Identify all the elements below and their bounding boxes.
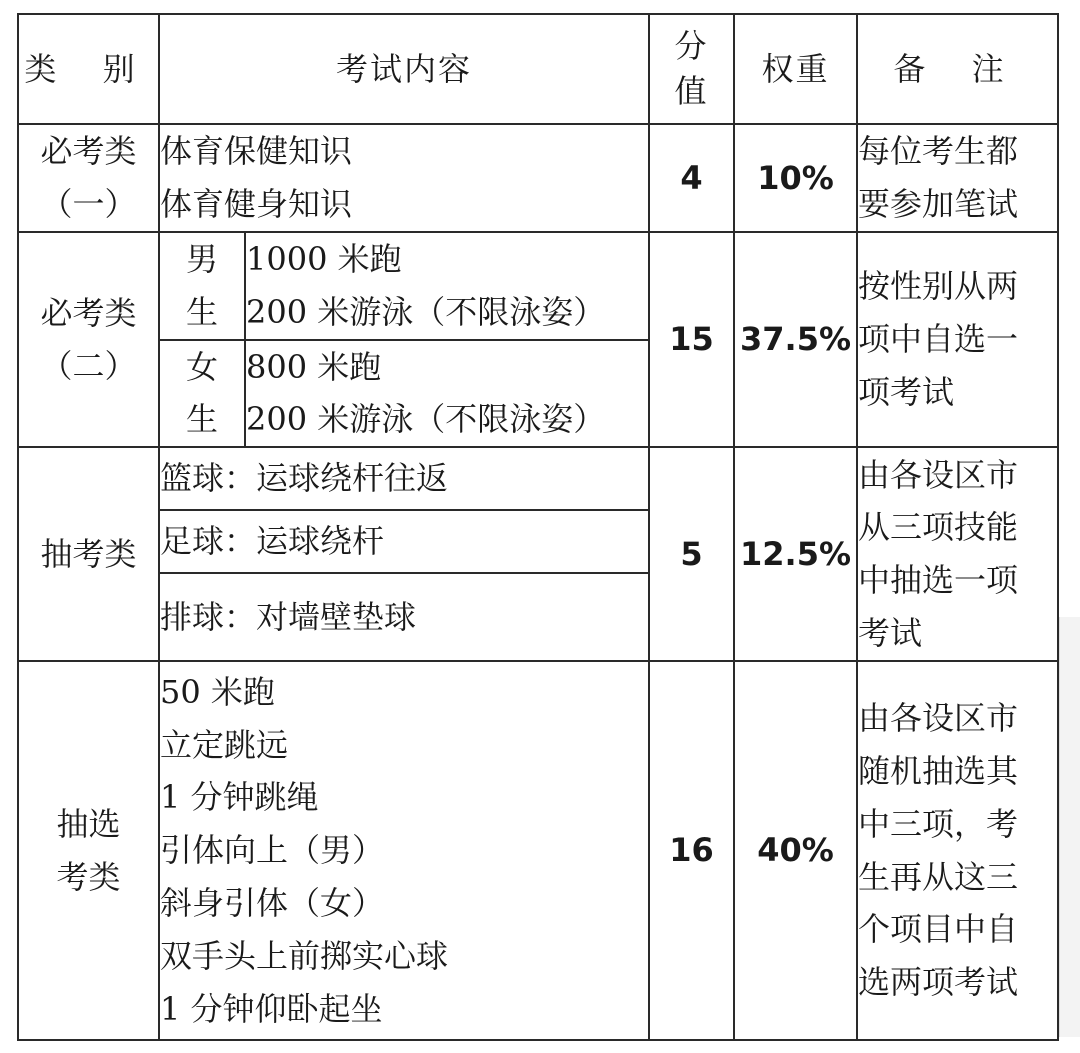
male-item-run: 1000 米跑	[246, 240, 402, 278]
row4-item-5: 斜身引体（女）	[160, 884, 385, 923]
row3-notes	[857, 447, 1058, 661]
row3-item-volleyball: 排球：对墙壁垫球	[159, 573, 649, 661]
row2-notes-line2: 项中自选一	[858, 320, 1019, 359]
female-label-line1: 女	[185, 347, 218, 386]
row2-notes-line1: 按性别从两	[858, 267, 1019, 306]
row4-content	[159, 661, 649, 1040]
row3-score: 5	[649, 447, 734, 661]
row1-category-line1: 必考类	[40, 132, 137, 171]
header-score-bottom: 值	[674, 72, 709, 110]
row4-item-4: 引体向上（男）	[160, 831, 385, 870]
header-notes: 备 注	[857, 14, 1058, 124]
row4-notes-line5: 个项目中自	[858, 910, 1019, 949]
exam-table	[17, 13, 1059, 1041]
row4-item-1: 50 米跑	[160, 672, 275, 711]
header-weight: 权重	[734, 14, 857, 124]
row1-weight: 10%	[734, 124, 857, 232]
row4-weight: 40%	[734, 661, 857, 1040]
female-label-line2: 生	[185, 400, 218, 439]
female-item-swim: 200 米游泳（不限泳姿）	[246, 400, 606, 439]
row1-notes-line2: 要参加笔试	[858, 185, 1019, 223]
row4-notes-line2: 随机抽选其	[858, 752, 1019, 791]
row3-item-football: 足球：运球绕杆	[159, 510, 649, 573]
row2-score: 15	[649, 232, 734, 447]
row4-notes-line1: 由各设区市	[858, 699, 1019, 738]
row2-category-line1: 必考类	[40, 293, 137, 332]
table-row	[18, 232, 1058, 340]
row4-category	[18, 661, 159, 1040]
row1-content-line1: 体育保健知识	[160, 132, 353, 171]
female-label	[159, 340, 245, 448]
row3-notes-line3: 中抽选一项	[858, 561, 1019, 600]
header-category: 类 别	[18, 14, 159, 124]
row1-notes	[857, 124, 1058, 232]
female-item-run: 800 米跑	[246, 347, 382, 386]
row3-notes-line4: 考试	[858, 613, 923, 652]
row1-content	[159, 124, 649, 232]
row4-item-3: 1 分钟跳绳	[160, 778, 319, 817]
male-label-line2: 生	[185, 292, 218, 331]
header-row	[18, 14, 1058, 124]
row4-item-7: 1 分钟仰卧起坐	[160, 989, 383, 1028]
row2-category-line2: （二）	[40, 346, 137, 385]
male-items	[245, 232, 649, 340]
row3-notes-line1: 由各设区市	[858, 455, 1019, 494]
table-row	[18, 447, 1058, 510]
row3-category: 抽考类	[18, 447, 159, 661]
row3-item-basketball: 篮球：运球绕杆往返	[159, 447, 649, 510]
row2-category	[18, 232, 159, 447]
header-content: 考试内容	[159, 14, 649, 124]
row1-category	[18, 124, 159, 232]
row4-category-line1: 抽选	[56, 804, 121, 843]
row1-score: 4	[649, 124, 734, 232]
table-row	[18, 124, 1058, 232]
header-score-top: 分	[674, 27, 709, 66]
row1-content-line2: 体育健身知识	[160, 185, 353, 223]
row4-notes-line6: 选两项考试	[858, 963, 1019, 1002]
male-item-swim: 200 米游泳（不限泳姿）	[246, 292, 606, 331]
row2-notes	[857, 232, 1058, 447]
row2-notes-line3: 项考试	[858, 372, 955, 411]
male-label	[159, 232, 245, 340]
row4-notes-line4: 生再从这三	[858, 857, 1019, 896]
row3-weight: 12.5%	[734, 447, 857, 661]
header-score	[649, 14, 734, 124]
table-row	[18, 661, 1058, 1040]
male-label-line1: 男	[185, 240, 218, 278]
row3-notes-line2: 从三项技能	[858, 508, 1019, 547]
row4-notes-line3: 中三项，考	[858, 804, 1019, 843]
row2-weight: 37.5%	[734, 232, 857, 447]
row4-score: 16	[649, 661, 734, 1040]
row4-item-2: 立定跳远	[160, 725, 289, 764]
scrollbar[interactable]	[1059, 617, 1080, 1037]
row4-notes	[857, 661, 1058, 1040]
row1-category-line2: （一）	[40, 185, 137, 223]
row4-category-line2: 考类	[56, 857, 121, 896]
female-items	[245, 340, 649, 448]
row4-item-6: 双手头上前掷实心球	[160, 936, 449, 975]
row1-notes-line1: 每位考生都	[858, 132, 1019, 171]
